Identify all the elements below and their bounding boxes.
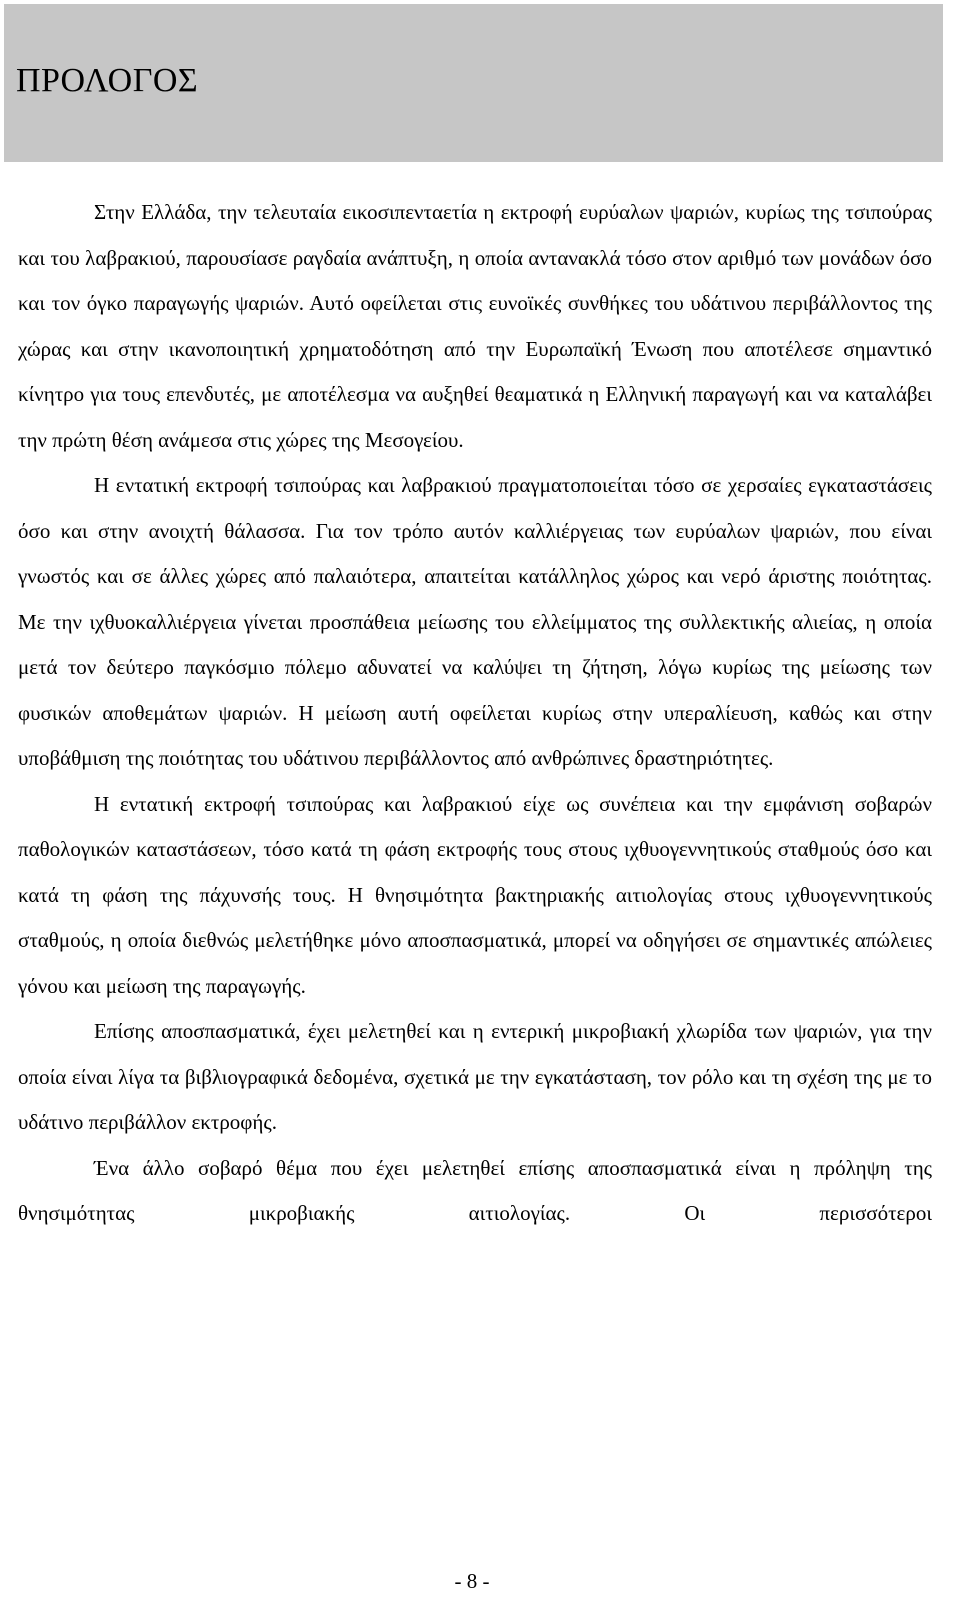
- document-body: [18, 190, 932, 1237]
- paragraph-microbial-flora: Επίσης αποσπασματικά, έχει μελετηθεί και η εντερική μικροβιακή χλωρίδα των ψαριών, για την οποία είναι λίγα τα βιβλιογραφικά δεδομένα, σχετικά με την εγκατάσταση, τον ρόλο και τη σχέση της με το υδάτινο περιβάλλον εκτροφής.: [18, 1019, 932, 1134]
- paragraph-pathology: Η εντατική εκτροφή τσιπούρας και λαβρακιού είχε ως συνέπεια και την εμφάνιση σοβαρών παθολογικών καταστάσεων, τόσο κατά τη φάση εκτροφής τους στους ιχθυογεννητικούς σταθμούς όσο και κατά τη φάση της πάχυνσής τους. Η θνησιμότητα βακτηριακής αιτιολογίας στους ιχθυογεννητικούς σταθμούς, η οποία διεθνώς μελετήθηκε μόνο αποσπασματικά, μπορεί να οδηγήσει σε σημαντικές απώλειες γόνου και μείωση της παραγωγής.: [18, 791, 932, 998]
- page-number: - 8 -: [454, 1569, 490, 1593]
- paragraph-intro: Στην Ελλάδα, την τελευταία εικοσιπενταετία η εκτροφή ευρύαλων ψαριών, κυρίως της τσιπούρας και του λαβρακιού, παρουσίασε ραγδαία ανάπτυξη, η οποία αντανακλά τόσο στον αριθμό των μονάδων όσο και τον όγκο παραγωγής ψαριών. Αυτό οφείλεται στις ευνοϊκές συνθήκες του υδάτινου περιβάλλοντος της χώρας και στην ικανοποιητική χρηματοδότηση από την Ευρωπαϊκή Ένωση που αποτέλεσε σημαντικό κίνητρο για τους επενδυτές, με αποτέλεσμα να αυξηθεί θεαματικά η Ελληνική παραγωγή και να καταλάβει την πρώτη θέση ανάμεσα στις χώρες της Μεσογείου.: [18, 200, 932, 452]
- paragraph-intensive-farming: Η εντατική εκτροφή τσιπούρας και λαβρακιού πραγματοποιείται τόσο σε χερσαίες εγκαταστάσεις όσο και στην ανοιχτή θάλασσα. Για τον τρόπο αυτόν καλλιέργειας των ευρύαλων ψαριών, που είναι γνωστός και σε άλλες χώρες από παλαιότερα, απαιτείται κατάλληλος χώρος και νερό άριστης ποιότητας. Με την ιχθυοκαλλιέργεια γίνεται προσπάθεια μείωσης του ελλείμματος της συλλεκτικής αλιείας, η οποία μετά τον δεύτερο παγκόσμιο πόλεμο αδυνατεί να καλύψει τη ζήτηση, λόγω κυρίως της μείωσης των φυσικών αποθεμάτων ψαριών. Η μείωση αυτή οφείλεται κυρίως στην υπεραλίευση, καθώς και στην υποβάθμιση της ποιότητας του υδάτινου περιβάλλοντος από ανθρώπινες δραστηριότητες.: [18, 473, 932, 770]
- page-title: ΠΡΟΛΟΓΟΣ: [16, 62, 199, 99]
- paragraph-prevention: Ένα άλλο σοβαρό θέμα που έχει μελετηθεί επίσης αποσπασματικά είναι η πρόληψη της θνησιμότητας μικροβιακής αιτιολογίας. Οι περισσότεροι: [18, 1155, 932, 1225]
